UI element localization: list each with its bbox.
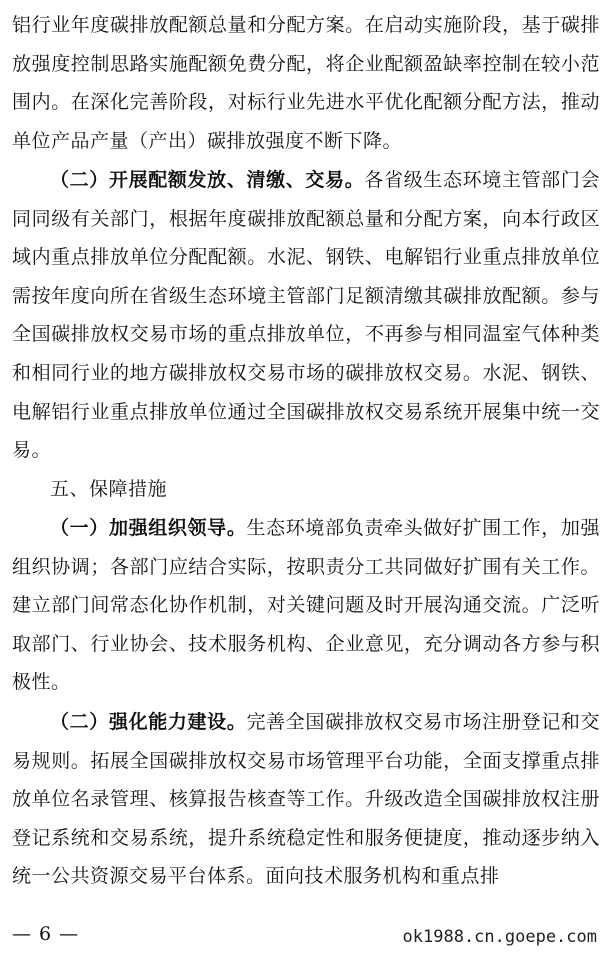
section-heading: 五、保障措施: [50, 478, 168, 500]
paragraph-title: （一）加强组织领导。: [50, 517, 247, 539]
paragraph-text: 生态环境部负责牵头做好扩围工作，加强组织协调；各部门应结合实际，按职责分工共同做好扩围有关工作。建立部门间常态化协作机制，对关键问题及时开展沟通交流。广泛听取部门、行业协会、技术服务机构、企业意见，充分调动各方参与积极性。: [12, 517, 600, 694]
paragraph-text: 完善全国碳排放权交易市场注册登记和交易规则。拓展全国碳排放权交易市场管理平台功能，全面支撑重点排放单位名录管理、核算报告核查等工作。升级改造全国碳排放权注册登记系统和交易系统，提升系统稳定性和服务便捷度，推动逐步纳入统一公共资源交易平台体系。面向技术服务机构和重点排: [12, 711, 600, 888]
paragraph-title: （二）强化能力建设。: [50, 711, 247, 733]
paragraph-capacity-building: [12, 703, 600, 896]
paragraph-organization-leadership: [12, 509, 600, 702]
page-number: — 6 —: [12, 923, 80, 945]
paragraph-quota-trading: [12, 161, 600, 470]
paragraph-title: （二）开展配额发放、清缴、交易。: [50, 169, 365, 191]
paragraph-text: 各省级生态环境主管部门会同同级有关部门，根据年度碳排放配额总量和分配方案，向本行政区域内重点排放单位分配配额。水泥、钢铁、电解铝行业重点排放单位需按年度向所在省级生态环境主管部门足额清缴其碳排放配额。参与全国碳排放权交易市场的重点排放单位，不再参与相同温室气体种类和相同行业的地方碳排放权交易市场的碳排放权交易。水泥、钢铁、电解铝行业重点排放单位通过全国碳排放权交易系统开展集中统一交易。: [12, 169, 600, 462]
paragraph-text: 铝行业年度碳排放配额总量和分配方案。在启动实施阶段，基于碳排放强度控制思路实施配额免费分配，将企业配额盈缺率控制在较小范围内。在深化完善阶段，对标行业先进水平优化配额分配方法，推动单位产品产量（产出）碳排放强度不断下降。: [12, 14, 600, 152]
watermark-text: ok1988.cn.goepe.com: [402, 927, 597, 947]
paragraph-allocation-methods: [12, 6, 600, 160]
